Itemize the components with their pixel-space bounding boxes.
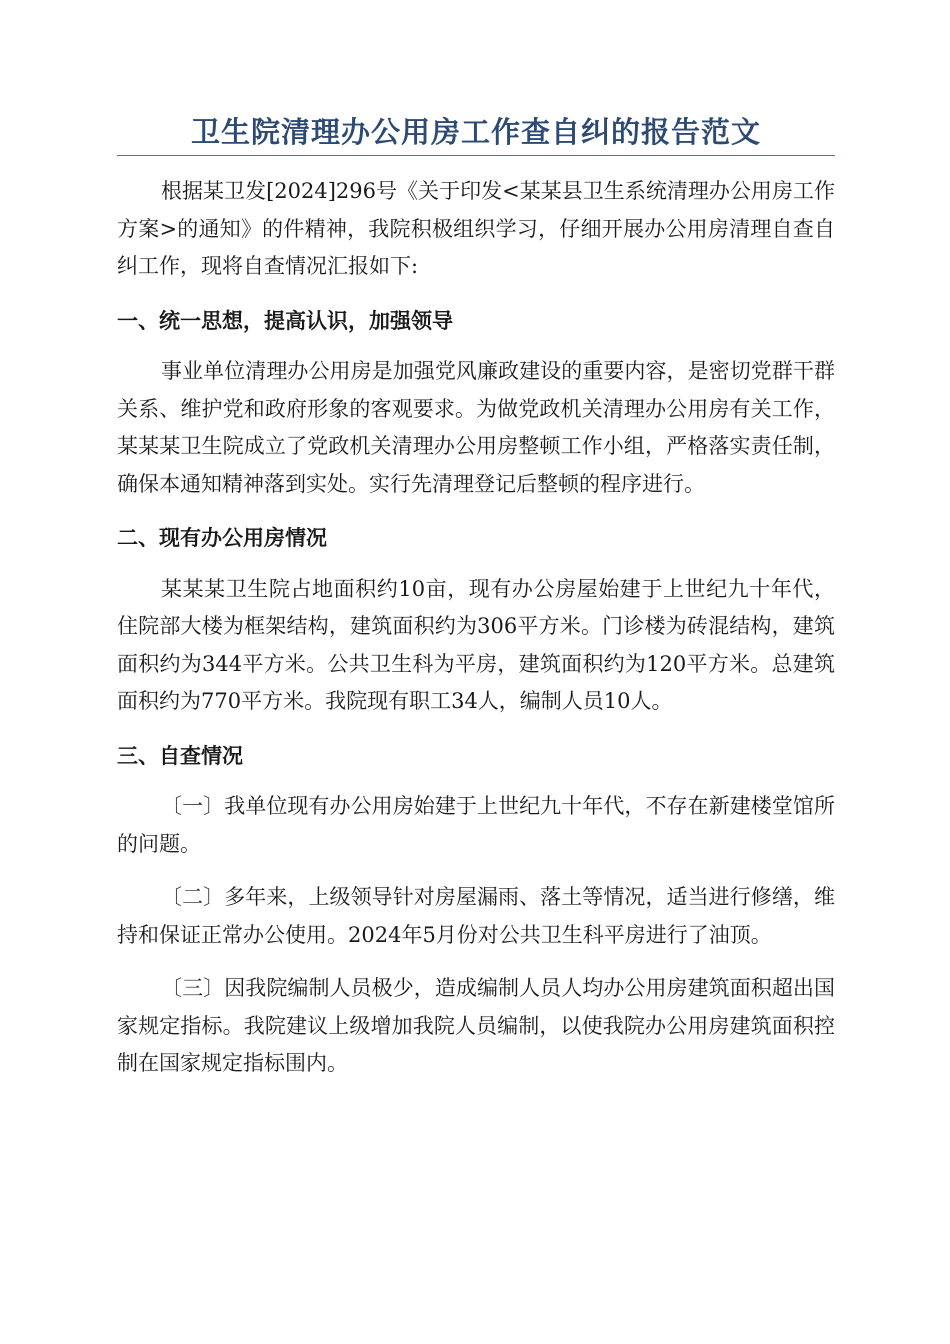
intro-paragraph: 根据某卫发[2024]296号《关于印发<某某县卫生系统清理办公用房工作方案>的通知》的件精神，我院积极组织学习，仔细开展办公用房清理自查自纠工作，现将自查情况汇报如下: [117,179,835,278]
section-heading-3: 三、自查情况 [117,742,243,768]
section-paragraph-1: 事业单位清理办公用房是加强党风廉政建设的重要内容，是密切党群干群关系、维护党和政府形象的客观要求。为做党政机关清理办公用房有关工作，某某某卫生院成立了党政机关清理办公用房整顿工作小组，严格落实责任制，确保本通知精神落到实处。实行先清理登记后整顿的程序进行。 [117,359,835,496]
document-page [117,112,835,1083]
section-paragraph-2: 某某某卫生院占地面积约10亩，现有办公房屋始建于上世纪九十年代，住院部大楼为框架结构，建筑面积约为306平方米。门诊楼为砖混结构，建筑面积约为344平方米。公共卫生科为平房，建筑面积约为120平方米。总建筑面积约为770平方米。我院现有职工34人，编制人员10人。 [117,576,835,713]
self-check-item-1: 〔一〕我单位现有办公用房始建于上世纪九十年代，不存在新建楼堂馆所的问题。 [117,794,835,856]
section-heading-2: 二、现有办公用房情况 [117,525,327,550]
self-check-item-3: 〔三〕因我院编制人员极少，造成编制人员人均办公用房建筑面积超出国家规定指标。我院建议上级增加我院人员编制，以使我院办公用房建筑面积控制在国家规定指标围内。 [117,976,835,1075]
section-heading-1: 一、统一思想，提高认识，加强领导 [117,307,453,333]
document-title: 卫生院清理办公用房工作查自纠的报告范文 [117,112,835,156]
self-check-item-2: 〔二〕多年来，上级领导针对房屋漏雨、落土等情况，适当进行修缮，维持和保证正常办公使用。2024年5月份对公共卫生科平房进行了油顶。 [117,885,835,947]
